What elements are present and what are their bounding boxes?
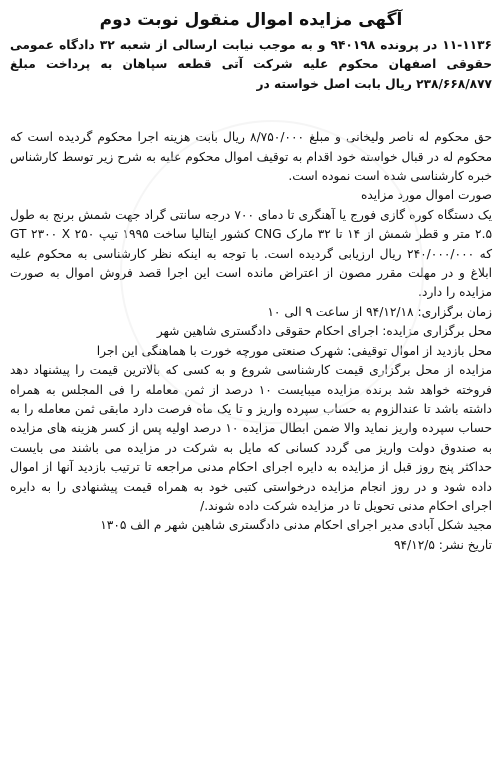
signature-line: مجید شکل آبادی مدیر اجرای احکام مدنی دادگستری شاهین شهر م الف ۱۳۰۵ (100, 518, 492, 533)
notice-intro: ۱۱-۱۱۳۶ در پرونده ۹۴۰۱۹۸ و به موجب نیابت ارسالی از شعبه ۳۲ دادگاه عمومی حقوقی اصفهان محکوم علیه شرکت آتی قطعه سپاهان به پرداخت مبلغ ۲۳۸/۶۶۸/۸۷۷ ریال بابت اصل خواسته در (10, 38, 492, 91)
notice-paragraph: حق محکوم له ناصر ولیخانی و مبلغ ۸/۷۵۰/۰۰۰ ریال بابت هزینه اجرا محکوم گردیده است که محکوم له در قبال خواسته خود اقدام به توقیف اموال محکوم علیه به شرح زیر توسط کارشناس خبره کارشناسی شده است نموده است. (10, 130, 492, 184)
auction-location: محل برگزاری مزایده: اجرای احکام حقوقی دادگستری شاهین شهر (156, 324, 492, 339)
publish-date: تاریخ نشر: ۹۴/۱۲/۵ (393, 537, 492, 552)
auction-terms: مزایده از محل برگزاری قیمت کارشناسی شروع و به کسی که بالاترین قیمت را پیشنهاد دهد فروخته خواهد شد برنده مزایده میبایست ۱۰ درصد از ثمن معامله را فی المجلس به همراه داشته باشد تا عندالزوم به حساب سپرده واریز و تا یک ماه فرصت دارد مابقی ثمن معامله را به حساب سپرده واریز نماید والا ضمن ابطال مزایده ۱۰ درصد اولیه پس از کسر هزینه های مزایده به صندوق دولت واریز می گردد کسانی که مایل به شرکت در مزایده می باشند می بایست حداکثر پنج روز قبل از مزایده به دایره اجرای احکام مدنی مراجعه تا ترتیب بازدید آنها از اموال داده شود و در روز انجام مزایده درخواستی کتبی خود به همراه قیمت پیشنهادی را به دایره اجرای احکام مدنی تحویل تا در مزایده شرکت داده شوند./ (10, 363, 492, 513)
notice-title: آگهی مزایده اموال منقول نوبت دوم (99, 10, 403, 30)
assets-heading: صورت اموال مورد مزایده (360, 188, 492, 203)
auction-time: زمان برگزاری: ۹۴/۱۲/۱۸ از ساعت ۹ الی ۱۰ (267, 304, 492, 319)
asset-description: یک دستگاه کوره گازی فورج یا آهنگری تا دمای ۷۰۰ درجه سانتی گراد جهت شمش برنج به طول ۲.۵ متر و قطر شمش از ۱۴ تا ۳۲ مارک CNG کشور ایتالیا ساخت ۱۹۹۵ تیپ GT ۲۳۰۰ X ۲۵۰ که ۲۴۰/۰۰۰/۰۰۰ ریال ارزیابی گردیده است. با توجه به اینکه نظر کارشناسی به محکوم علیه ابلاغ و در مهلت مقرر مصون از اعتراض مانده است این اجرا قصد فروش اموال به صورت مزایده را دارد. (10, 207, 492, 300)
stamp-watermark (120, 120, 424, 424)
inspection-location: محل بازدید از اموال توقیفی: شهرک صنعتی مورچه خورت با هماهنگی این اجرا (96, 343, 492, 358)
